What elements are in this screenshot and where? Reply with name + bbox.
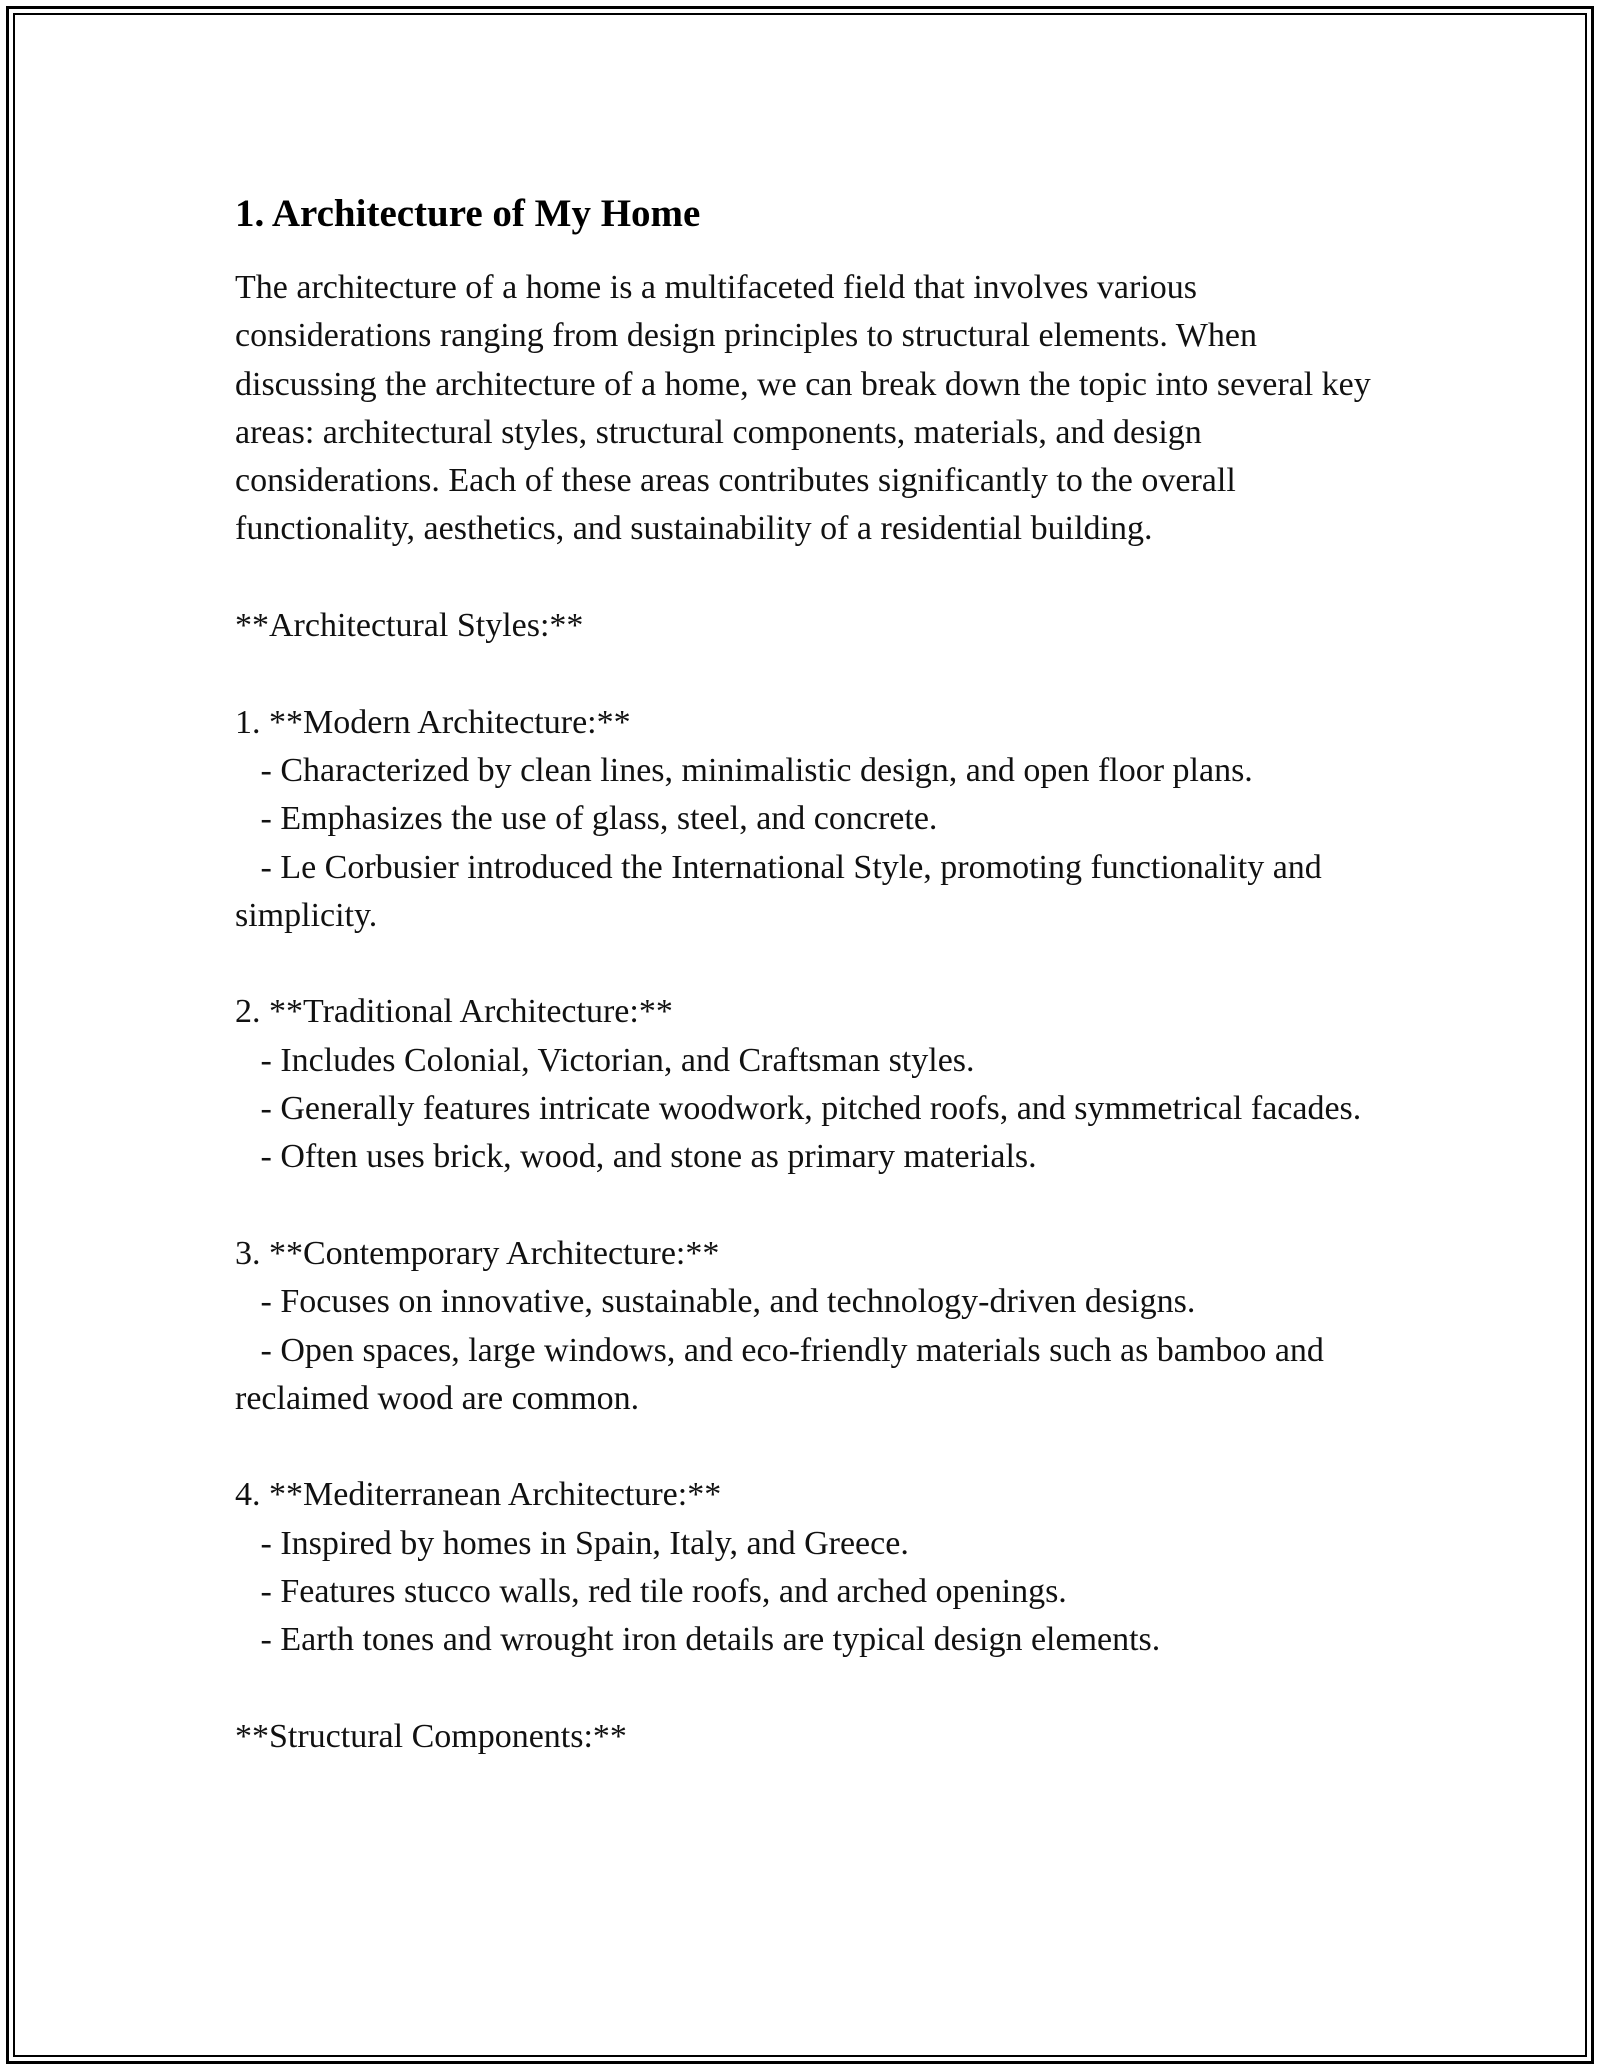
document-content — [235, 190, 1375, 1761]
document-body: The architecture of a home is a multifaceted field that involves various considerations ranging from design principles to structural elements. When discussing the architecture of a home, we can break down the topic into several key areas: architectural styles, structural components, materials, and design considerations. Each of these areas contributes significantly to the overall functionality, aesthetics, and sustainability of a residential building. **Architectural Styles:** 1. **Modern Architecture:** - Characterized by clean lines, minimalistic design, and open floor plans. - Emphasizes the use of glass, steel, and concrete. - Le Corbusier introduced the International Style, promoting functionality and simplicity. 2. **Traditional Architecture:** - Includes Colonial, Victorian, and Craftsman styles. - Generally features intricate woodwork, pitched roofs, and symmetrical facades. - Often uses brick, wood, and stone as primary materials. 3. **Contemporary Architecture:** - Focuses on innovative, sustainable, and technology-driven designs. - Open spaces, large windows, and eco-friendly materials such as bamboo and reclaimed wood are common. 4. **Mediterranean Architecture:** - Inspired by homes in Spain, Italy, and Greece. - Features stucco walls, red tile roofs, and arched openings. - Earth tones and wrought iron details are typical design elements. **Structural Components:** — [235, 269, 1371, 1755]
document-title: 1. Architecture of My Home — [235, 192, 701, 235]
